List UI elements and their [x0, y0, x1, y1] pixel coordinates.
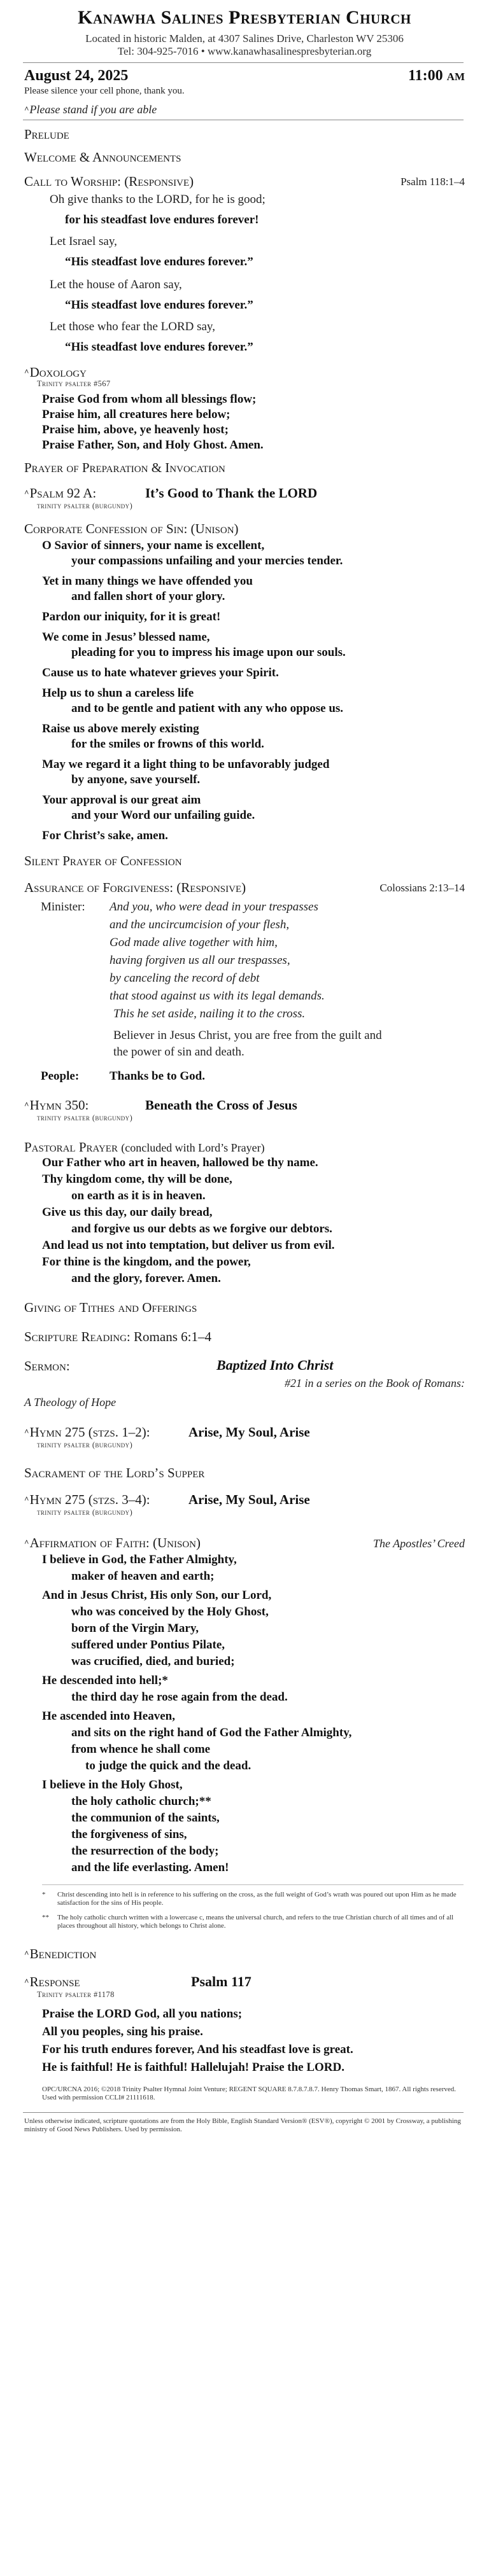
header-divider — [23, 62, 464, 63]
service-date: August 24, 2025 — [24, 67, 129, 84]
doxology-source: Trinity psalter #567 — [37, 379, 111, 388]
footnote-1: Christ descending into hell is in reference to his suffering on the cross, as the full weight of God’s wrath was poured out upon Him as he made satisfaction for the sins of His people. — [57, 1891, 457, 1907]
confession-line: for the smiles or frowns of this world. — [71, 737, 264, 751]
creed-heading — [24, 1535, 201, 1551]
creed-line: And in Jesus Christ, His only Son, our Lord, — [42, 1589, 272, 1602]
confession-line: and fallen short of your glory. — [71, 590, 225, 603]
prayer-prep-heading: Prayer of Preparation & Invocation — [24, 460, 225, 475]
creed-line: I believe in God, the Father Almighty, — [42, 1553, 237, 1566]
call-to-worship-heading: Call to Worship: (Responsive) — [24, 174, 194, 189]
doxology-line: Praise Father, Son, and Holy Ghost. Amen. — [42, 438, 264, 452]
response-label: Response — [29, 1974, 80, 1989]
confession-line: Help us to shun a careless life — [42, 686, 194, 700]
creed-line: He descended into hell;* — [42, 1674, 168, 1687]
confession-line: and to be gentle and patient with any who oppose us. — [71, 702, 344, 715]
footer-divider — [23, 2112, 464, 2113]
call-line: Let the house of Aaron say, — [50, 278, 182, 291]
silence-note: Please silence your cell phone, thank you. — [24, 86, 185, 96]
sacrament-heading: Sacrament of the Lord’s Supper — [24, 1465, 205, 1480]
hymn-275a-title: Arise, My Soul, Arise — [188, 1424, 310, 1440]
pastoral-prayer-note: (concluded with Lord’s Prayer) — [121, 1141, 265, 1154]
call-line: Oh give thanks to the LORD, for he is good; — [50, 193, 266, 206]
hymn-275b-title: Arise, My Soul, Arise — [188, 1492, 310, 1507]
copyright-notice: Unless otherwise indicated, scripture quotations are from the Holy Bible, English Standard Version® (ESV®), copyright © 2001 by Crossway, a publishing ministry of Good News Publishers. Used by permission. — [24, 2117, 461, 2133]
assurance-scripture-line: This he set aside, nailing it to the cross. — [113, 1007, 306, 1020]
assurance-reference: Colossians 2:13–14 — [379, 882, 465, 894]
confession-line: Yet in many things we have offended you — [42, 574, 253, 588]
silent-prayer-heading: Silent Prayer of Confession — [24, 853, 182, 868]
scripture-reading-label: Scripture Reading: — [24, 1329, 131, 1344]
sermon-heading: Sermon: — [24, 1358, 70, 1374]
hymn-275b-label: Hymn 275 (stzs. 3–4): — [29, 1492, 150, 1507]
doxology-heading — [24, 364, 87, 380]
hymn-350-label: Hymn 350: — [29, 1097, 89, 1113]
stand-caret-icon: ^ — [24, 1100, 29, 1110]
assurance-scripture-line: that stood against us with its legal demands. — [110, 989, 325, 1003]
creed-line: and sits on the right hand of God the Father Almighty, — [71, 1726, 352, 1739]
stand-caret-icon: ^ — [24, 1494, 29, 1504]
call-line: Let Israel say, — [50, 235, 117, 248]
creed-line: the holy catholic church;** — [71, 1795, 211, 1808]
stand-caret-icon: ^ — [24, 1977, 29, 1986]
hymn-275a-source: trinity psalter (burgundy) — [37, 1440, 133, 1449]
creed-label: Affirmation of Faith: (Unison) — [29, 1535, 201, 1550]
stand-caret-icon: ^ — [24, 104, 29, 114]
call-response: “His steadfast love endures forever.” — [65, 340, 253, 354]
stand-note — [24, 102, 157, 117]
footnote-2: The holy catholic church written with a lowercase c, means the universal church, and refers to the true Christian church of all times and of all places throughout all history, which belongs to Christ alone. — [57, 1914, 454, 1930]
response-line: Praise the LORD God, all you nations; — [42, 2007, 243, 2021]
call-response: “His steadfast love endures forever.” — [65, 298, 253, 312]
lords-prayer-line: on earth as it is in heaven. — [71, 1189, 206, 1202]
response-title: Psalm 117 — [191, 1974, 252, 1989]
confession-line: May we regard it a light thing to be unfavorably judged — [42, 758, 330, 771]
scripture-reading-heading — [24, 1328, 211, 1345]
confession-line: Your approval is our great aim — [42, 793, 201, 807]
hymn-350-source: trinity psalter (burgundy) — [37, 1113, 133, 1122]
confession-line: Raise us above merely existing — [42, 722, 199, 735]
doxology-line: Praise him, all creatures here below; — [42, 408, 230, 421]
sermon-series-title: A Theology of Hope — [24, 1396, 117, 1409]
pastoral-prayer-heading — [24, 1139, 265, 1156]
confession-line: We come in Jesus’ blessed name, — [42, 630, 210, 644]
response-line: He is faithful! He is faithful! Hallelujah! Praise the LORD. — [42, 2061, 344, 2074]
assurance-scripture-line: God made alive together with him, — [110, 936, 278, 949]
pastoral-prayer-label: Pastoral Prayer — [24, 1139, 118, 1155]
assurance-scripture-line: having forgiven us all our trespasses, — [110, 954, 290, 967]
assurance-scripture-line: And you, who were dead in your trespasses — [110, 900, 318, 914]
footnote-1-mark: * — [42, 1891, 46, 1898]
confession-line: Pardon our iniquity, for it is great! — [42, 610, 221, 623]
creed-line: was crucified, died, and buried; — [71, 1655, 235, 1668]
response-source: Trinity psalter #1178 — [37, 1990, 115, 1999]
doxology-line: Praise God from whom all blessings flow; — [42, 393, 257, 406]
tithes-heading: Giving of Tithes and Offerings — [24, 1300, 197, 1315]
creed-line: maker of heaven and earth; — [71, 1570, 215, 1583]
church-contact: Tel: 304-925-7016 • www.kanawhasalinespresbyterian.org — [117, 45, 372, 57]
service-time: 11:00 am — [408, 67, 465, 84]
confession-line: your compassions unfailing and your mercies tender. — [71, 554, 343, 567]
hymn-275b-source: trinity psalter (burgundy) — [37, 1508, 133, 1517]
response-line: All you peoples, sing his praise. — [42, 2025, 203, 2038]
minister-label: Minister: — [41, 900, 85, 914]
hymn-275a-heading — [24, 1424, 150, 1440]
creed-line: to judge the quick and the dead. — [85, 1759, 252, 1772]
stand-caret-icon: ^ — [24, 1538, 29, 1547]
confession-line: and your Word our unfailing guide. — [71, 809, 255, 822]
lords-prayer-line: and the glory, forever. Amen. — [71, 1272, 221, 1285]
creed-line: the communion of the saints, — [71, 1811, 220, 1825]
psalm-92-label: Psalm 92 A: — [29, 485, 97, 501]
call-response: “His steadfast love endures forever.” — [65, 255, 253, 268]
stand-note-text: Please stand if you are able — [29, 103, 157, 116]
stand-caret-icon: ^ — [24, 1427, 29, 1437]
creed-line: born of the Virgin Mary, — [71, 1622, 199, 1635]
hymn-275a-label: Hymn 275 (stzs. 1–2): — [29, 1424, 150, 1440]
creed-line: the resurrection of the body; — [71, 1844, 219, 1858]
assurance-heading: Assurance of Forgiveness: (Responsive) — [24, 880, 246, 895]
confession-line: pleading for you to impress his image upon our souls. — [71, 646, 346, 659]
people-response: Thanks be to God. — [110, 1069, 205, 1083]
benediction-heading — [24, 1946, 96, 1962]
stand-caret-icon: ^ — [24, 367, 29, 377]
prelude-heading: Prelude — [24, 127, 69, 142]
response-line: For his truth endures forever, And his steadfast love is great. — [42, 2043, 353, 2056]
lords-prayer-line: For thine is the kingdom, and the power, — [42, 1255, 251, 1269]
minister-line: Believer in Jesus Christ, you are free from the guilt and — [113, 1029, 382, 1042]
assurance-scripture-line: by canceling the record of debt — [110, 971, 260, 985]
psalm-92-source: trinity psalter (burgundy) — [37, 501, 133, 510]
hymn-275b-heading — [24, 1491, 150, 1508]
response-heading — [24, 1974, 80, 1990]
psalm-92-heading — [24, 485, 96, 501]
lords-prayer-line: And lead us not into temptation, but deliver us from evil. — [42, 1239, 335, 1252]
creed-line: I believe in the Holy Ghost, — [42, 1778, 183, 1792]
footnote-2-mark: ** — [42, 1914, 49, 1921]
church-location: Located in historic Malden, at 4307 Salines Drive, Charleston WV 25306 — [85, 32, 404, 45]
creed-line: and the life everlasting. Amen! — [71, 1861, 229, 1874]
footnote-divider — [42, 1884, 464, 1885]
confession-line: For Christ’s sake, amen. — [42, 829, 168, 842]
lords-prayer-line: Thy kingdom come, thy will be done, — [42, 1173, 232, 1186]
response-credit: OPC/URCNA 2016; ©2018 Trinity Psalter Hymnal Joint Venture; REGENT SQUARE 8.7.8.7.8.7. Henry Thomas Smart, 1867. All rights reserved. Used with permission CCLI# 21111618. — [42, 2085, 457, 2101]
church-name: Kanawha Salines Presbyterian Church — [78, 7, 411, 28]
call-response: for his steadfast love endures forever! — [65, 213, 259, 226]
creed-line: from whence he shall come — [71, 1743, 211, 1756]
creed-line: He ascended into Heaven, — [42, 1709, 175, 1723]
lords-prayer-line: Give us this day, our daily bread, — [42, 1206, 213, 1219]
scripture-reading-reference: Romans 6:1–4 — [134, 1329, 211, 1344]
confession-heading: Corporate Confession of Sin: (Unison) — [24, 521, 239, 536]
hymn-350-title: Beneath the Cross of Jesus — [145, 1097, 297, 1113]
call-line: Let those who fear the LORD say, — [50, 320, 215, 333]
welcome-heading: Welcome & Announcements — [24, 150, 181, 165]
creed-reference: The Apostles’ Creed — [373, 1537, 465, 1550]
benediction-label: Benediction — [29, 1946, 97, 1961]
confession-line: Cause us to hate whatever grieves your Spirit. — [42, 666, 279, 679]
minister-line: the power of sin and death. — [113, 1045, 244, 1059]
call-to-worship-reference: Psalm 118:1–4 — [400, 176, 465, 188]
creed-line: suffered under Pontius Pilate, — [71, 1638, 225, 1652]
creed-line: the third day he rose again from the dead. — [71, 1690, 288, 1704]
doxology-label: Doxology — [29, 365, 87, 380]
sermon-series: #21 in a series on the Book of Romans: — [285, 1377, 465, 1389]
people-label: People: — [41, 1069, 80, 1083]
creed-line: who was conceived by the Holy Ghost, — [71, 1605, 269, 1619]
confession-line: by anyone, save yourself. — [71, 773, 201, 786]
doxology-line: Praise him, above, ye heavenly host; — [42, 423, 229, 436]
stand-caret-icon: ^ — [24, 1949, 29, 1958]
stand-caret-icon: ^ — [24, 488, 29, 498]
creed-line: the forgiveness of sins, — [71, 1828, 187, 1841]
psalm-92-title: It’s Good to Thank the LORD — [145, 485, 318, 501]
hymn-350-heading — [24, 1097, 89, 1113]
sermon-title: Baptized Into Christ — [216, 1357, 334, 1373]
lords-prayer-line: Our Father who art in heaven, hallowed be thy name. — [42, 1156, 318, 1169]
confession-line: O Savior of sinners, your name is excellent, — [42, 539, 265, 552]
assurance-scripture-line: and the uncircumcision of your flesh, — [110, 918, 290, 931]
lords-prayer-line: and forgive us our debts as we forgive our debtors. — [71, 1222, 332, 1236]
